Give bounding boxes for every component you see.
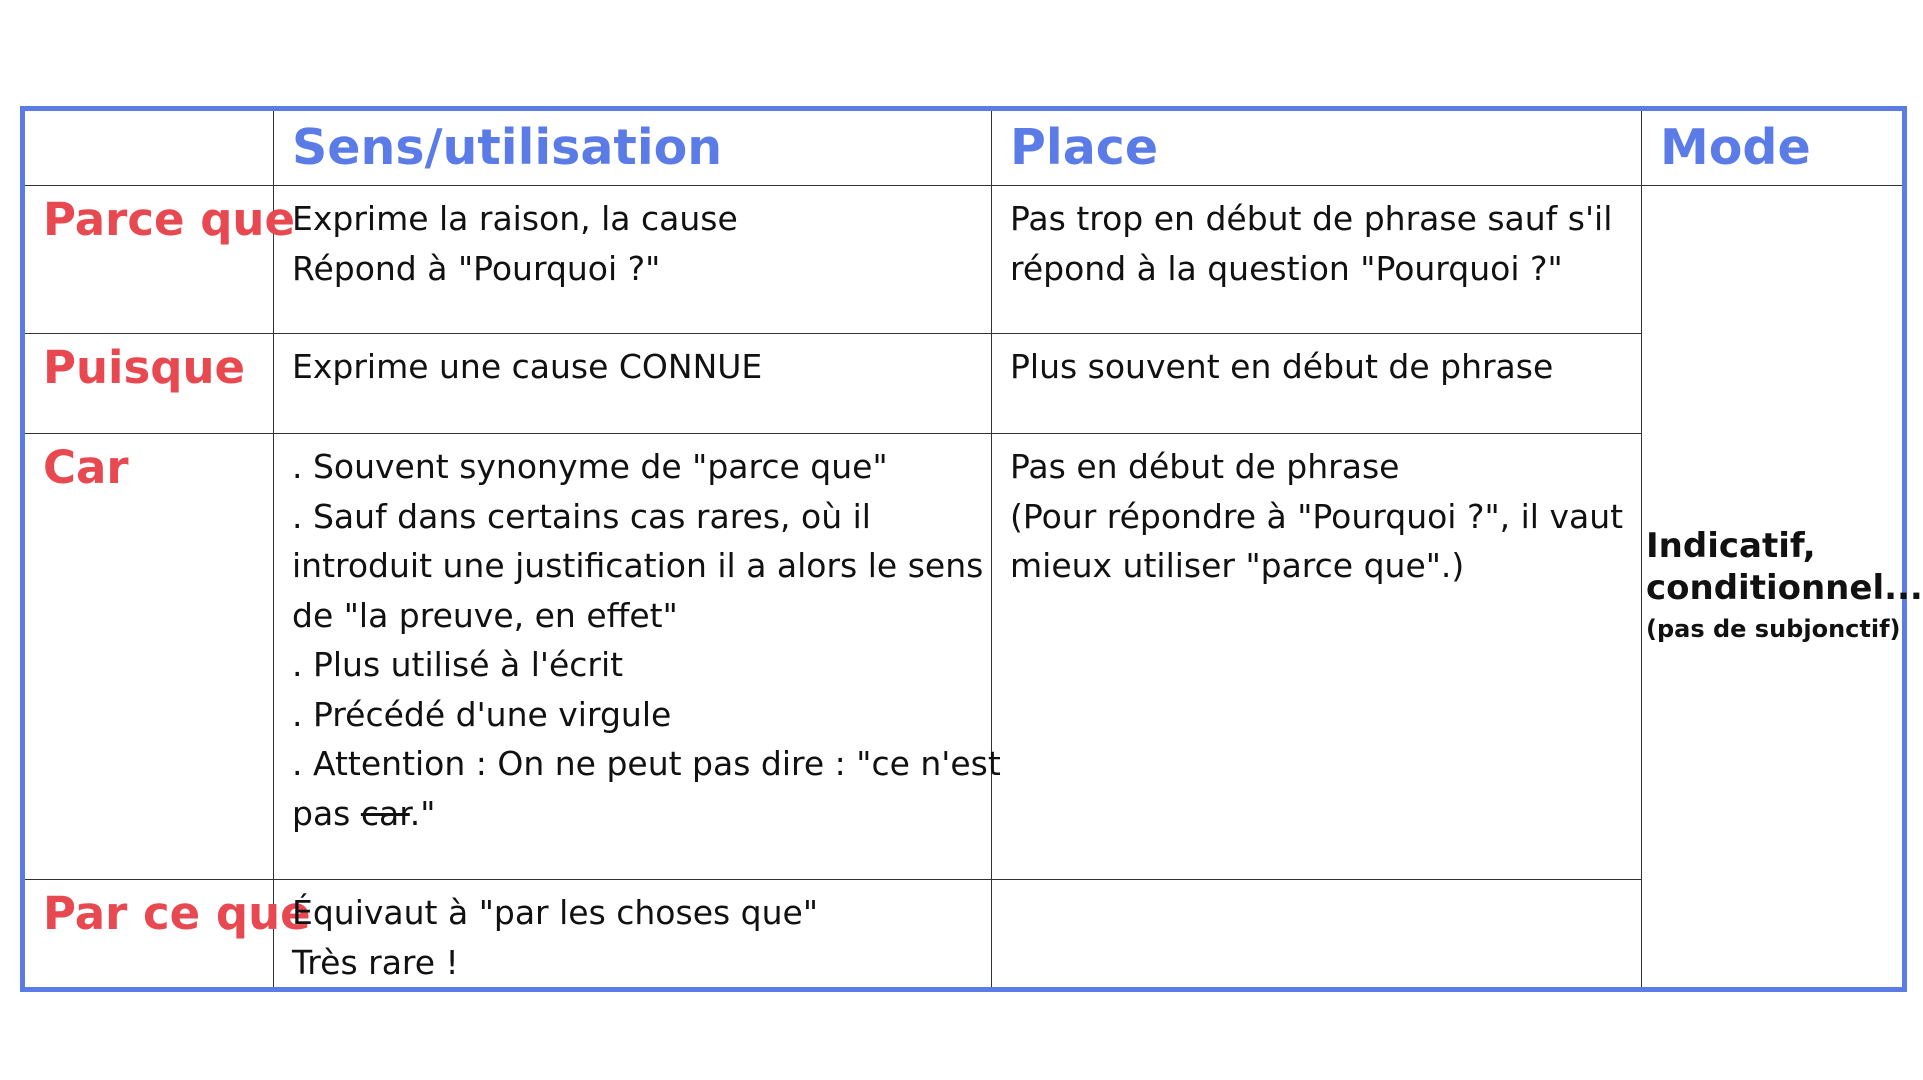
sens-line-last (292, 789, 973, 839)
table-row (23, 880, 1905, 990)
place-puisque (992, 334, 1642, 434)
sens-line: . Sauf dans certains cas rares, où il (292, 496, 871, 536)
conjunction-table (20, 106, 1923, 992)
header-sens: Sens/utilisation (274, 109, 992, 186)
place-par-ce-que (992, 880, 1642, 990)
header-mode: Mode (1642, 109, 1905, 186)
header-place: Place (992, 109, 1642, 186)
sens-car (274, 434, 1001, 880)
mode-note-text: (pas de subjonctif) (1646, 614, 1901, 643)
sens-par-ce-que (274, 880, 992, 990)
sens-line: . Précédé d'une virgule (292, 694, 672, 734)
sens-puisque (274, 334, 992, 434)
term-par-ce-que: Par ce que (23, 880, 274, 990)
term-car: Car (23, 434, 274, 880)
place-line: mieux utiliser "parce que".) (1010, 546, 1465, 585)
sens-line: de "la preuve, en effet" (292, 595, 678, 635)
struck-word: car (360, 793, 410, 833)
sens-line: . Souvent synonyme de "parce que" (292, 447, 888, 486)
table-header-row (23, 109, 1905, 186)
term-parce-que: Parce que (23, 186, 274, 334)
place-parce-que (992, 186, 1642, 334)
table-row (23, 434, 1905, 880)
sens-line: Exprime la raison, la cause (292, 199, 738, 238)
mode-cell (1642, 186, 1923, 990)
table-row (23, 334, 1905, 434)
place-car (992, 434, 1642, 880)
sens-parce-que (274, 186, 992, 334)
table-row (23, 186, 1905, 334)
mode-main-text: Indicatif, conditionnel... (1646, 525, 1923, 608)
sens-line: Équivaut à "par les choses que" (292, 893, 819, 932)
sens-line: introduit une justification il a alors le sens (292, 546, 984, 585)
term-puisque: Puisque (23, 334, 274, 434)
sens-line: Répond à "Pourquoi ?" (292, 248, 661, 288)
sens-last-suffix: ." (409, 793, 436, 833)
place-line: répond à la question "Pourquoi ?" (1010, 248, 1563, 288)
place-line: (Pour répondre à "Pourquoi ?", il vaut (1010, 496, 1624, 536)
sens-line: Très rare ! (292, 942, 459, 982)
sens-line: . Attention : On ne peut pas dire : "ce n'est (292, 744, 1001, 783)
sens-line: . Plus utilisé à l'écrit (292, 645, 624, 684)
place-line: Pas trop en début de phrase sauf s'il (1010, 199, 1613, 238)
place-line: Plus souvent en début de phrase (1010, 347, 1554, 386)
sens-last-prefix: pas (292, 793, 361, 833)
sens-line: Exprime une cause CONNUE (292, 347, 763, 386)
header-empty (23, 109, 274, 186)
place-line: Pas en début de phrase (1010, 447, 1400, 486)
